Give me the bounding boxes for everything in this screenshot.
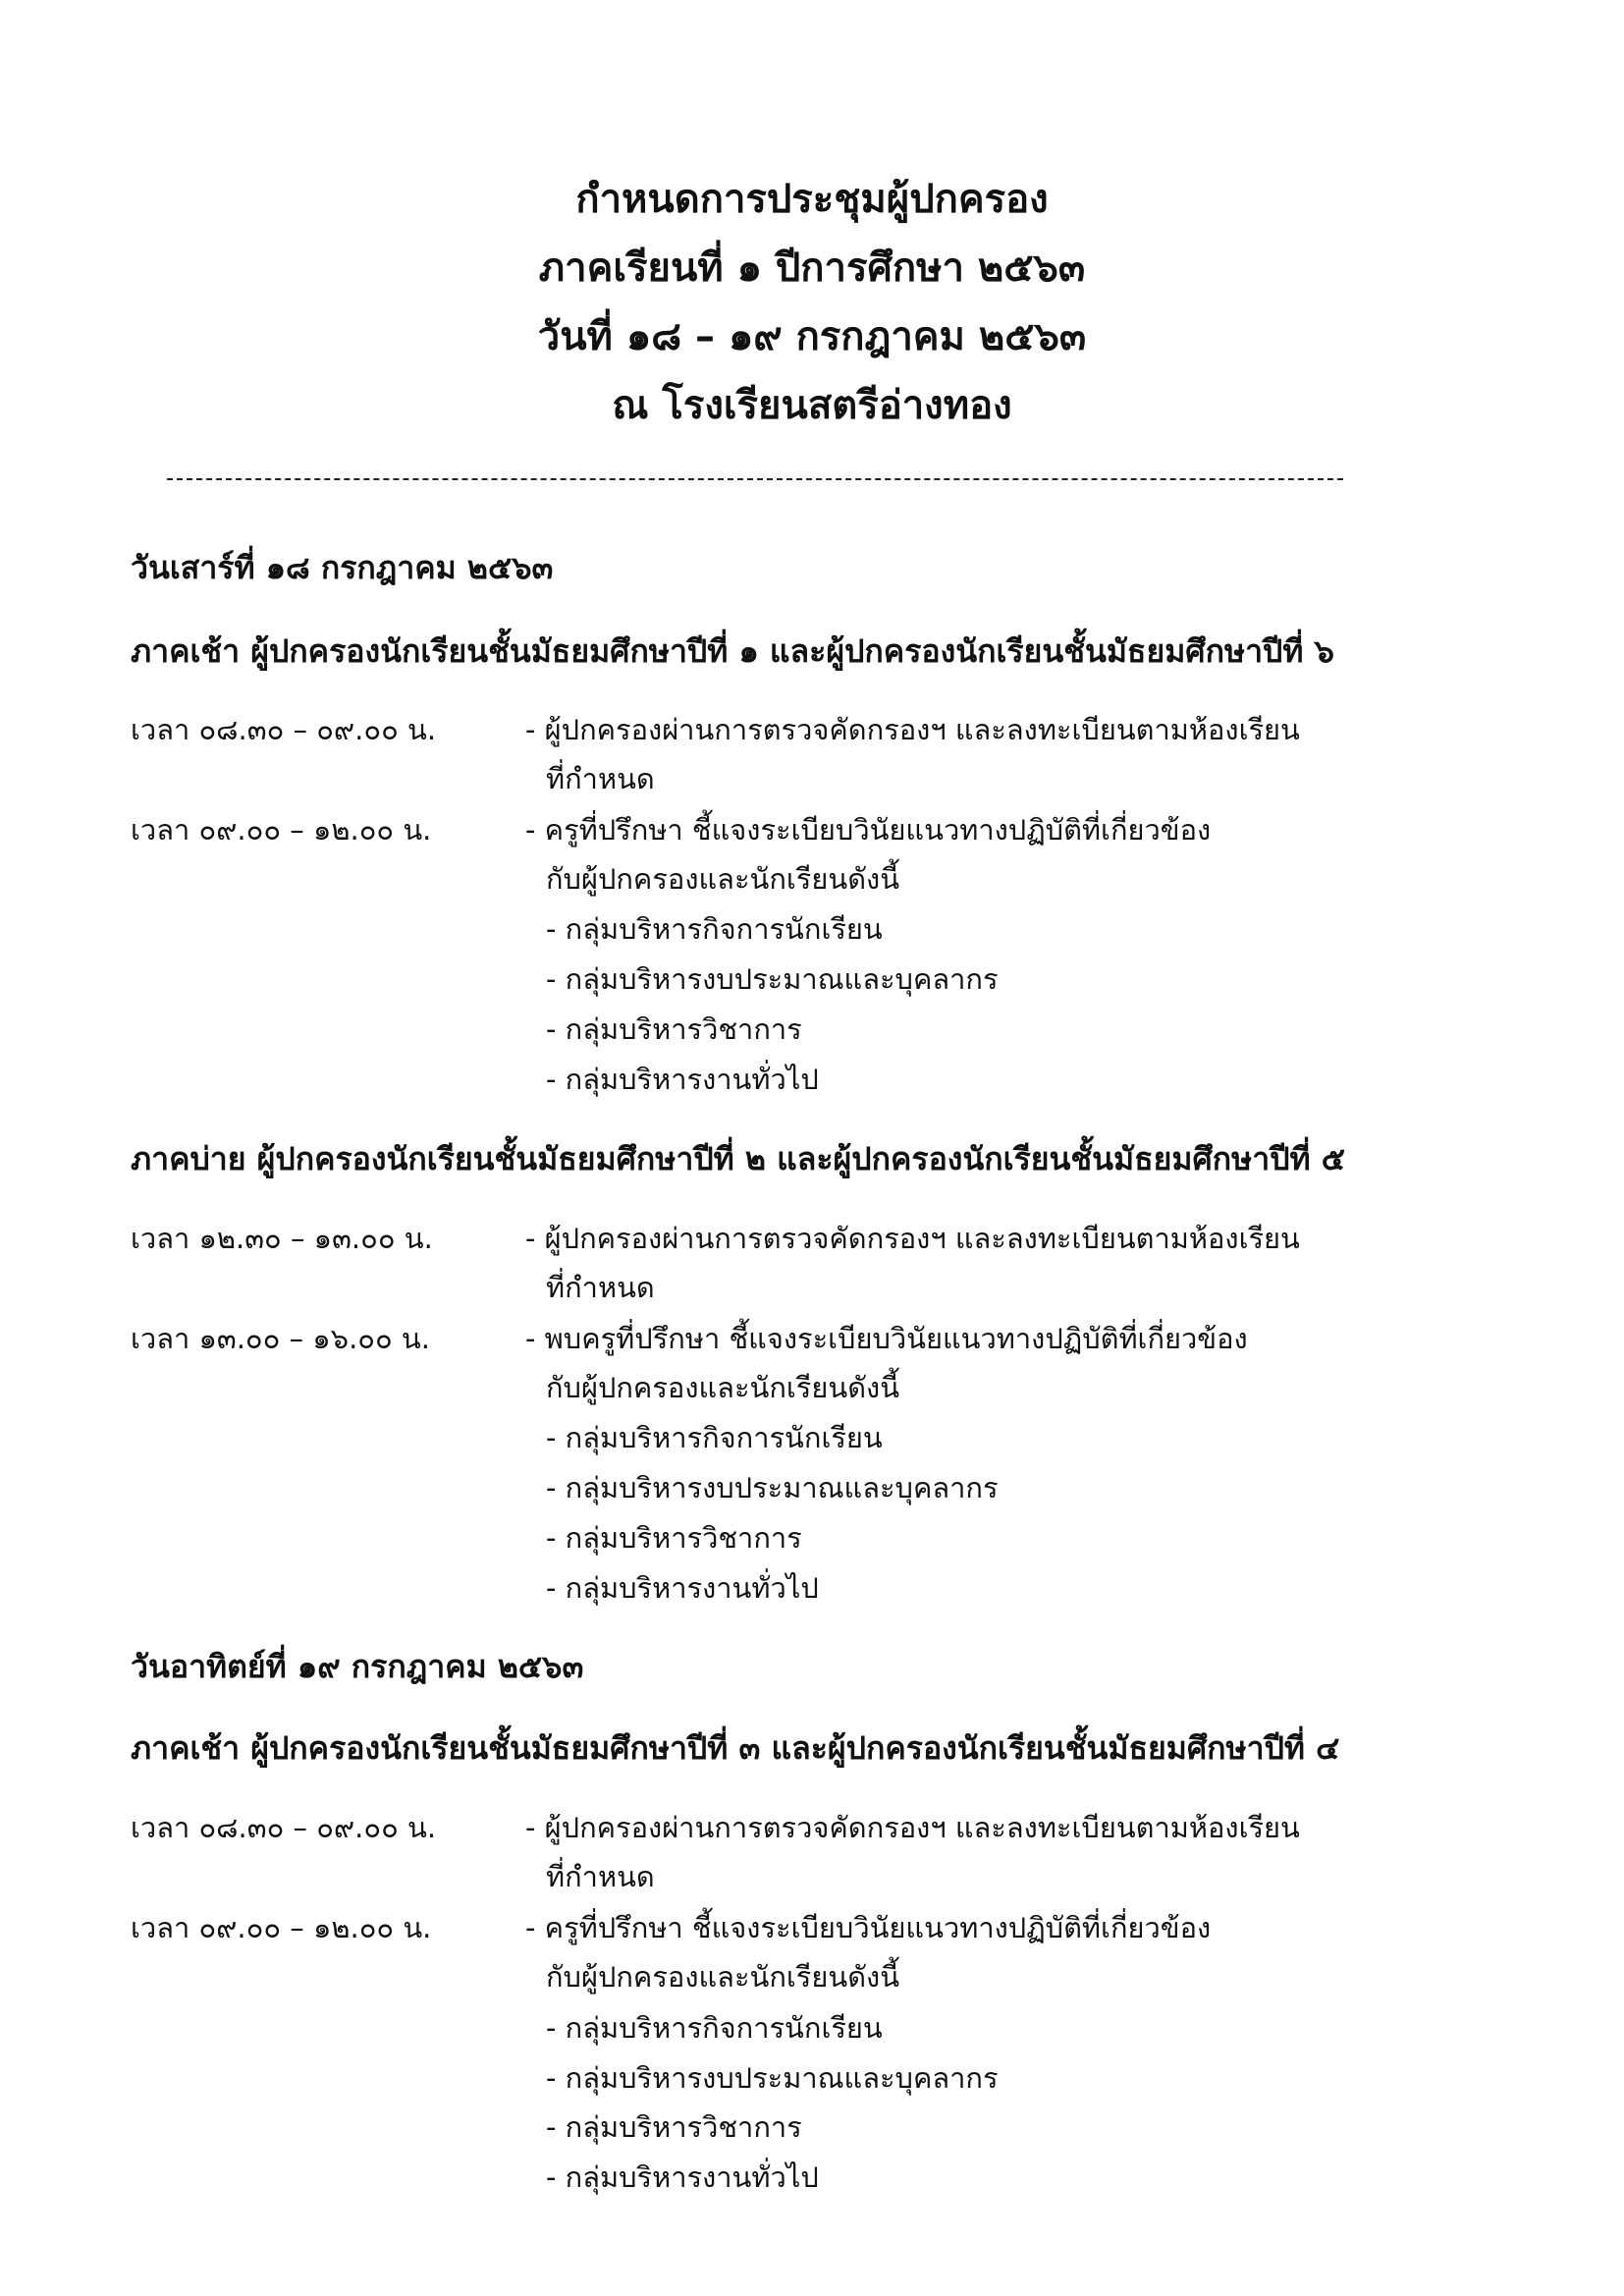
slot-description: - ผู้ปกครองผ่านการตรวจคัดกรองฯ และลงทะเบียนตามห้องเรียน — [525, 1811, 1300, 1844]
title-line-4: ณ โรงเรียนสตรีอ่างทอง — [612, 383, 1012, 428]
list-item: - กลุ่มบริหารกิจการนักเรียน — [546, 1421, 883, 1454]
slot-description: - ครูที่ปรึกษา ชี้แจงระเบียบวินัยแนวทางปฏิบัติที่เกี่ยวข้อง — [525, 1911, 1212, 1944]
list-item: - กลุ่มบริหารงบประมาณและบุคลากร — [546, 2061, 999, 2095]
slot-time: เวลา ๐๙.๐๐ – ๑๒.๐๐ น. — [131, 1911, 432, 1944]
slot-time: เวลา ๐๙.๐๐ – ๑๒.๐๐ น. — [131, 813, 432, 847]
slot-time: เวลา ๑๓.๐๐ – ๑๖.๐๐ น. — [131, 1322, 430, 1355]
slot-description-continued: กับผู้ปกครองและนักเรียนดังนี้ — [546, 1960, 900, 1994]
list-item: - กลุ่มบริหารกิจการนักเรียน — [546, 2011, 883, 2045]
slot-description-continued: ที่กำหนด — [546, 1271, 655, 1304]
slot-description-continued: กับผู้ปกครองและนักเรียนดังนี้ — [546, 1371, 900, 1404]
session-heading: ภาคเช้า ผู้ปกครองนักเรียนชั้นมัธยมศึกษาปีที่ ๑ และผู้ปกครองนักเรียนชั้นมัธยมศึกษาปีที่ ๖ — [131, 632, 1334, 670]
list-item: - กลุ่มบริหารกิจการนักเรียน — [546, 912, 883, 946]
slot-description: - ครูที่ปรึกษา ชี้แจงระเบียบวินัยแนวทางปฏิบัติที่เกี่ยวข้อง — [525, 813, 1212, 847]
title-line-3: วันที่ ๑๘ – ๑๙ กรกฎาคม ๒๕๖๓ — [537, 314, 1087, 359]
title-line-2: ภาคเรียนที่ ๑ ปีการศึกษา ๒๕๖๓ — [538, 246, 1086, 291]
slot-description-continued: ที่กำหนด — [546, 1860, 655, 1893]
slot-time: เวลา ๐๘.๓๐ – ๐๙.๐๐ น. — [131, 713, 437, 746]
divider-dashed — [167, 478, 1343, 480]
list-item: - กลุ่มบริหารงานทั่วไป — [546, 1063, 819, 1096]
slot-description-continued: ที่กำหนด — [546, 762, 655, 795]
day-heading: วันอาทิตย์ที่ ๑๙ กรกฎาคม ๒๕๖๓ — [131, 1648, 584, 1685]
slot-description: - ผู้ปกครองผ่านการตรวจคัดกรองฯ และลงทะเบียนตามห้องเรียน — [525, 713, 1300, 746]
slot-time: เวลา ๑๒.๓๐ – ๑๓.๐๐ น. — [131, 1222, 433, 1255]
slot-description-continued: กับผู้ปกครองและนักเรียนดังนี้ — [546, 862, 900, 896]
list-item: - กลุ่มบริหารงานทั่วไป — [546, 2160, 819, 2194]
slot-time: เวลา ๐๘.๓๐ – ๐๙.๐๐ น. — [131, 1811, 437, 1844]
list-item: - กลุ่มบริหารงบประมาณและบุคลากร — [546, 1471, 999, 1504]
list-item: - กลุ่มบริหารวิชาการ — [546, 1521, 802, 1555]
slot-description: - พบครูที่ปรึกษา ชี้แจงระเบียบวินัยแนวทางปฏิบัติที่เกี่ยวข้อง — [525, 1322, 1248, 1355]
slot-description: - ผู้ปกครองผ่านการตรวจคัดกรองฯ และลงทะเบียนตามห้องเรียน — [525, 1222, 1300, 1255]
list-item: - กลุ่มบริหารวิชาการ — [546, 1012, 802, 1046]
day-heading: วันเสาร์ที่ ๑๘ กรกฎาคม ๒๕๖๓ — [131, 549, 554, 586]
session-heading: ภาคบ่าย ผู้ปกครองนักเรียนชั้นมัธยมศึกษาปีที่ ๒ และผู้ปกครองนักเรียนชั้นมัธยมศึกษาปีที่ ๕ — [131, 1140, 1345, 1177]
title-line-1: กำหนดการประชุมผู้ปกครอง — [575, 177, 1049, 222]
list-item: - กลุ่มบริหารงบประมาณและบุคลากร — [546, 962, 999, 996]
session-heading: ภาคเช้า ผู้ปกครองนักเรียนชั้นมัธยมศึกษาปีที่ ๓ และผู้ปกครองนักเรียนชั้นมัธยมศึกษาปีที่ ๔ — [131, 1729, 1340, 1767]
list-item: - กลุ่มบริหารงานทั่วไป — [546, 1571, 819, 1605]
list-item: - กลุ่มบริหารวิชาการ — [546, 2110, 802, 2144]
